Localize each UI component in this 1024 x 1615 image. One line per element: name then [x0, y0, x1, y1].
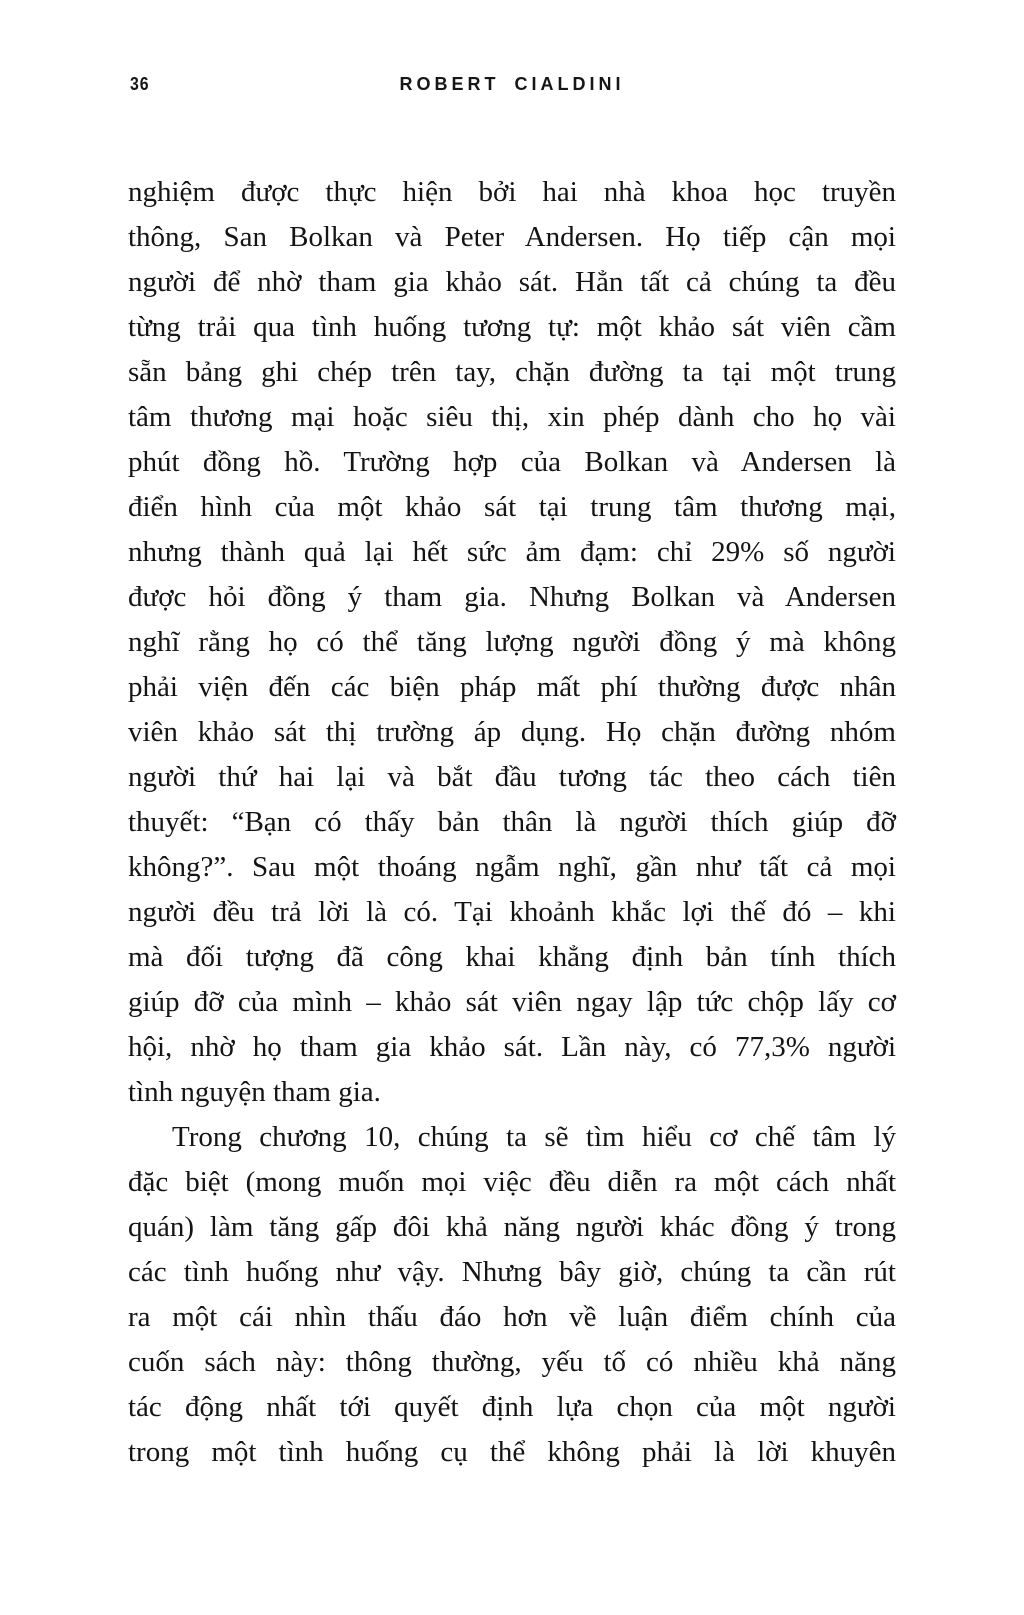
- text-line: phải viện đến các biện pháp mất phí thường được nhân: [128, 671, 896, 703]
- text-line: thuyết: “Bạn có thấy bản thân là người thích giúp đỡ: [128, 806, 896, 838]
- running-title: ROBERT CIALDINI: [399, 74, 625, 94]
- text-line: từng trải qua tình huống tương tự: một khảo sát viên cầm: [128, 311, 896, 343]
- text-line: điển hình của một khảo sát tại trung tâm thương mại,: [128, 491, 896, 523]
- text-line: quán) làm tăng gấp đôi khả năng người khác đồng ý trong: [128, 1211, 896, 1243]
- text-line: mà đối tượng đã công khai khẳng định bản tính thích: [128, 941, 896, 973]
- text-line: giúp đỡ của mình – khảo sát viên ngay lập tức chộp lấy cơ: [128, 986, 896, 1018]
- text-line: sẵn bảng ghi chép trên tay, chặn đường ta tại một trung: [128, 356, 896, 388]
- paragraph: [128, 170, 896, 1115]
- body-text: [128, 170, 896, 1475]
- text-line: nghĩ rằng họ có thể tăng lượng người đồng ý mà không: [128, 626, 896, 658]
- text-line: Trong chương 10, chúng ta sẽ tìm hiểu cơ chế tâm lý: [172, 1121, 896, 1153]
- text-line: nghiệm được thực hiện bởi hai nhà khoa học truyền: [128, 176, 896, 208]
- text-line: nhưng thành quả lại hết sức ảm đạm: chỉ 29% số người: [128, 536, 896, 568]
- text-line: các tình huống như vậy. Nhưng bây giờ, chúng ta cần rút: [128, 1256, 896, 1288]
- text-line: ra một cái nhìn thấu đáo hơn về luận điểm chính của: [128, 1301, 896, 1333]
- text-line: tâm thương mại hoặc siêu thị, xin phép dành cho họ vài: [128, 401, 896, 433]
- text-line: trong một tình huống cụ thể không phải là lời khuyên: [128, 1436, 896, 1468]
- text-line: viên khảo sát thị trường áp dụng. Họ chặn đường nhóm: [128, 716, 896, 748]
- text-line: tình nguyện tham gia.: [128, 1076, 381, 1108]
- page-number: 36: [130, 74, 150, 94]
- text-line: đặc biệt (mong muốn mọi việc đều diễn ra một cách nhất: [128, 1166, 896, 1198]
- text-line: thông, San Bolkan và Peter Andersen. Họ tiếp cận mọi: [128, 221, 896, 253]
- text-line: không?”. Sau một thoáng ngẫm nghĩ, gần như tất cả mọi: [128, 851, 896, 883]
- paragraph: [128, 1115, 896, 1475]
- text-line: người để nhờ tham gia khảo sát. Hẳn tất cả chúng ta đều: [128, 266, 896, 298]
- text-line: phút đồng hồ. Trường hợp của Bolkan và Andersen là: [128, 446, 896, 478]
- text-line: cuốn sách này: thông thường, yếu tố có nhiều khả năng: [128, 1346, 896, 1378]
- text-line: người thứ hai lại và bắt đầu tương tác theo cách tiên: [128, 761, 896, 793]
- text-line: tác động nhất tới quyết định lựa chọn của một người: [128, 1391, 896, 1423]
- page-header: [128, 72, 896, 100]
- text-line: hội, nhờ họ tham gia khảo sát. Lần này, có 77,3% người: [128, 1031, 896, 1063]
- text-line: người đều trả lời là có. Tại khoảnh khắc lợi thế đó – khi: [128, 896, 896, 928]
- text-line: được hỏi đồng ý tham gia. Nhưng Bolkan và Andersen: [128, 581, 896, 613]
